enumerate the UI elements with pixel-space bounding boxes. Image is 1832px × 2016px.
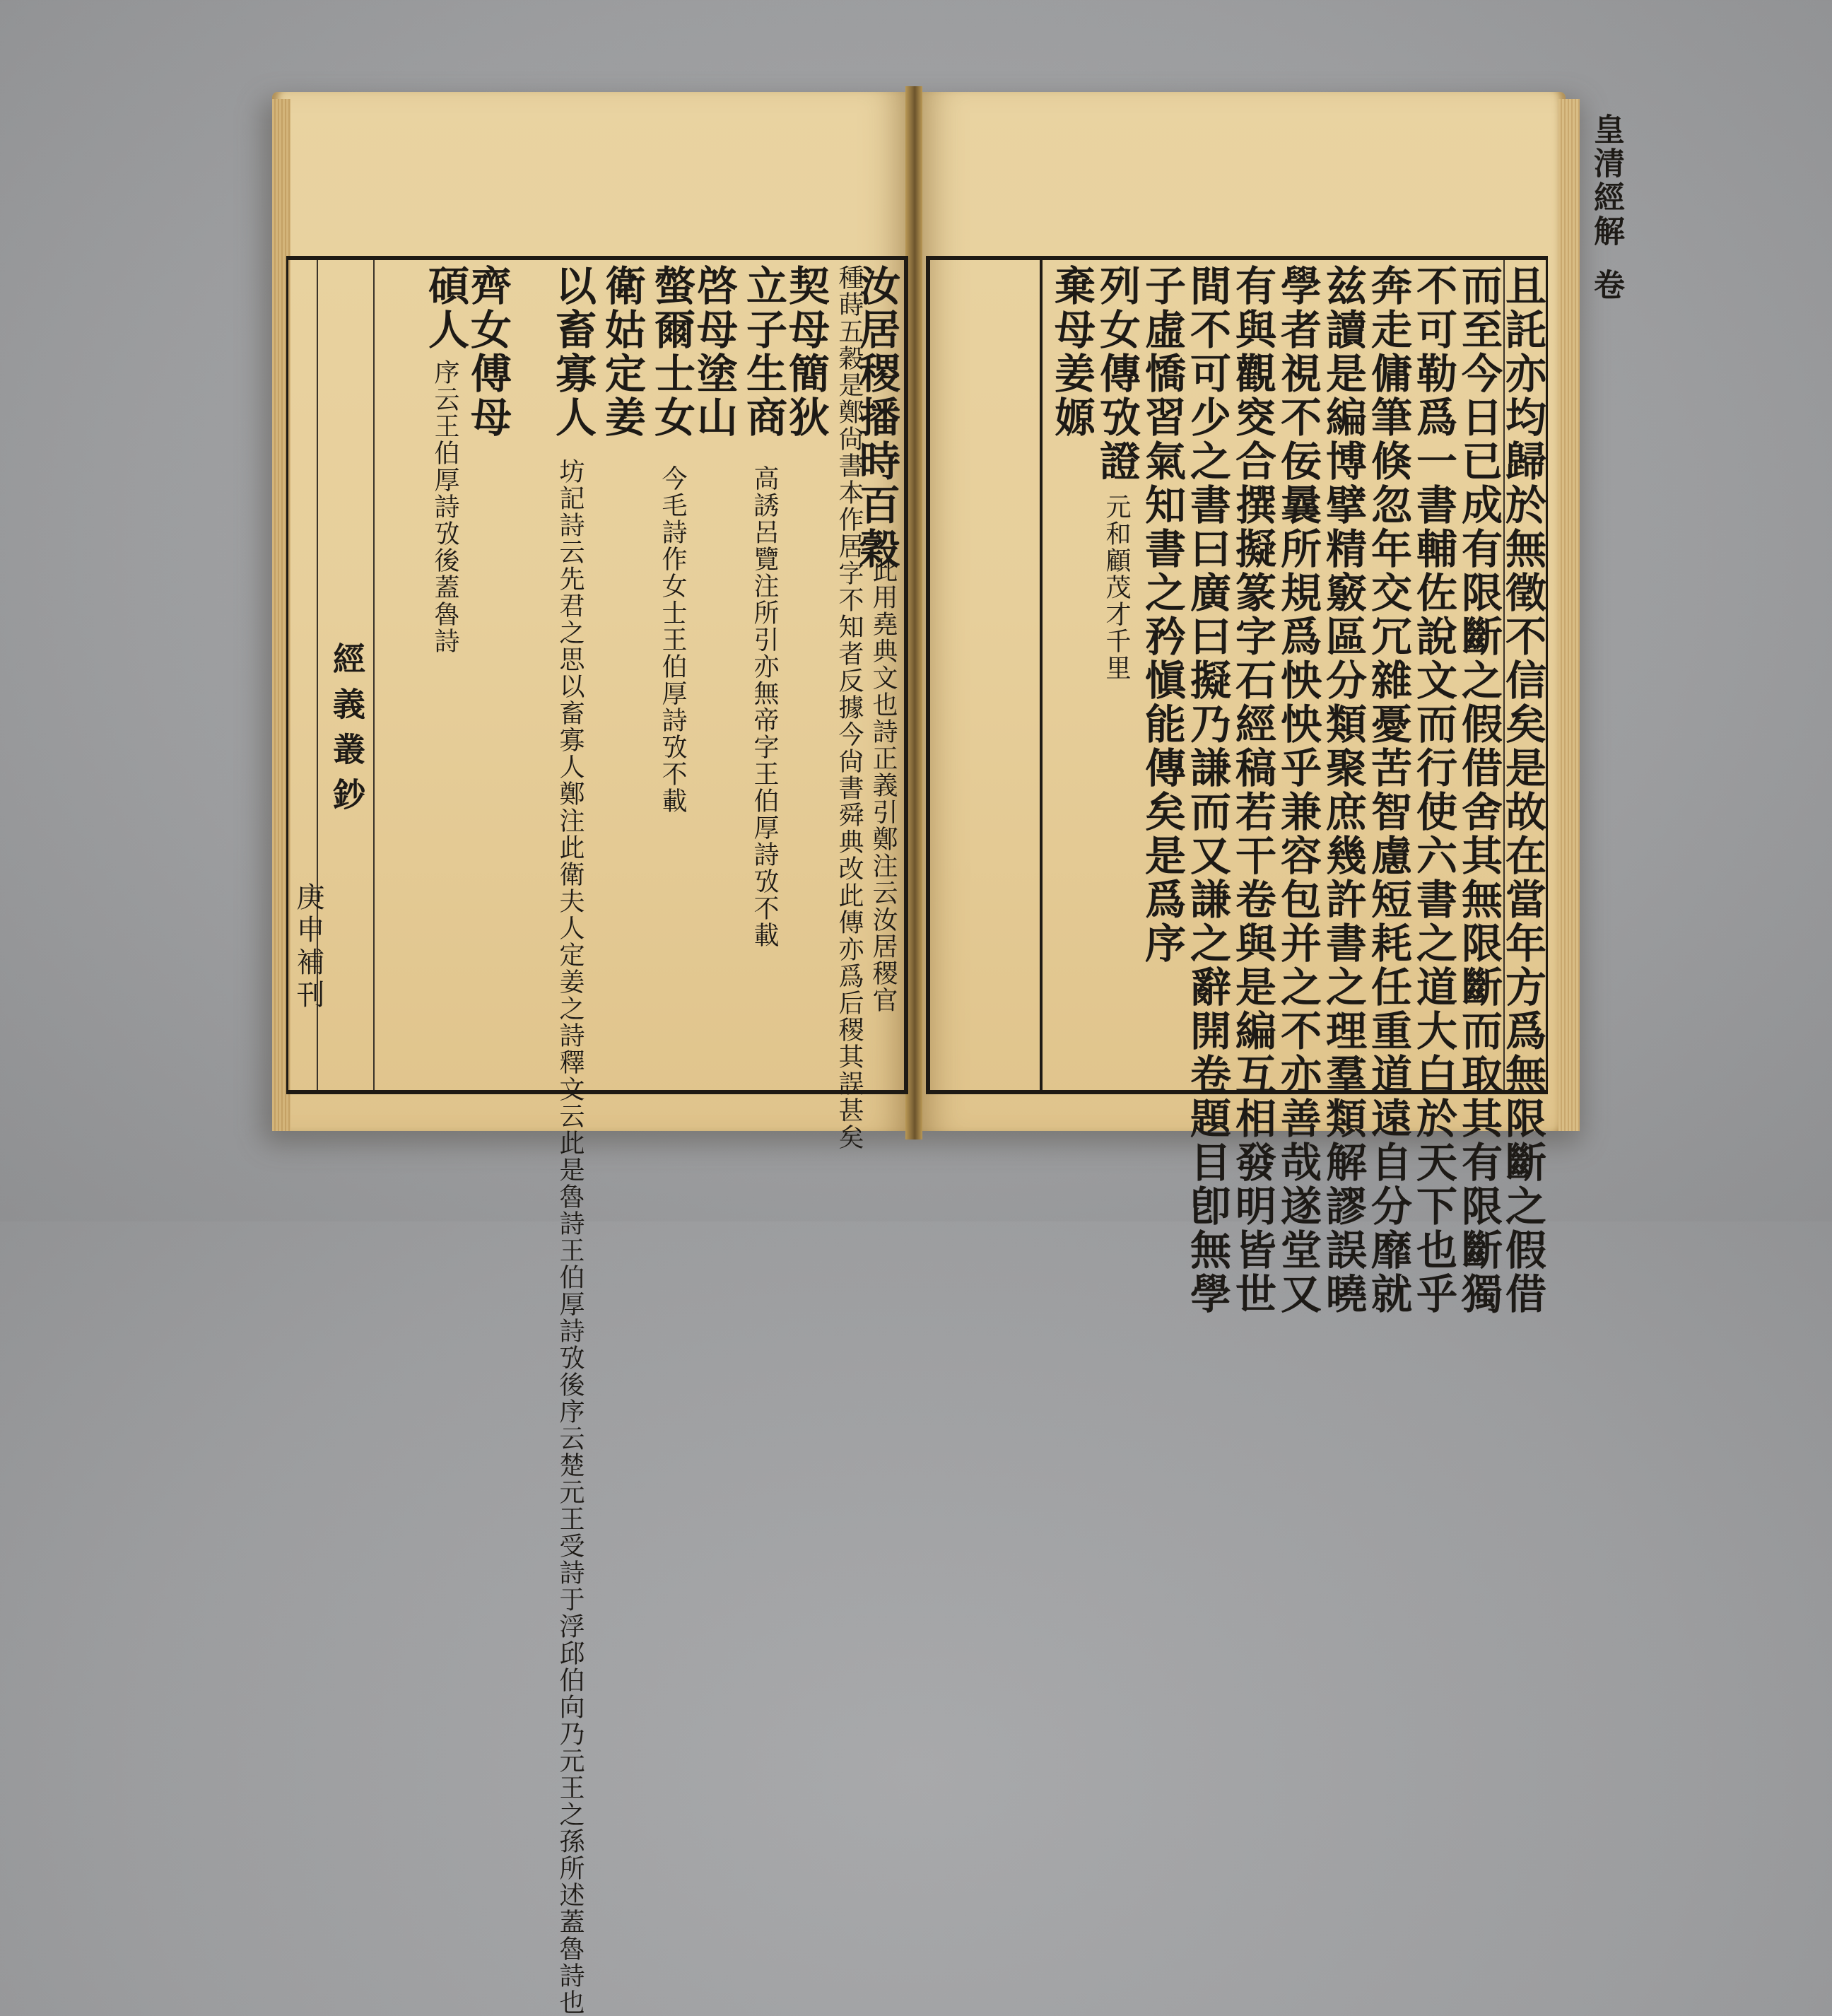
right-col-10-note: 元和顧茂才千里 — [1102, 493, 1131, 681]
left-col-10: 碩人 — [421, 264, 469, 352]
column-rule — [373, 260, 375, 1090]
left-col-3: 契母簡狄 — [782, 264, 830, 440]
left-col-4-note: 高誘呂覽注所引亦無帝字王伯厚詩攷不載 — [750, 465, 779, 949]
left-col-7: 衛姑定姜 — [598, 264, 646, 440]
left-text-frame — [286, 256, 908, 2016]
left-col-1-note: 此用堯典文也詩正義引鄭注云汝居稷官 — [869, 557, 898, 1014]
left-col-6: 螫爾士女 — [647, 264, 695, 440]
left-col-6-note: 今毛詩作女士王伯厚詩攷不載 — [658, 465, 687, 814]
right-page-edges — [1558, 99, 1580, 1131]
bleed-through-text — [958, 303, 1004, 486]
left-col-8: 以畜寡人 — [548, 264, 597, 440]
right-header: 皇清經解 — [1588, 113, 1624, 249]
right-col-2: 而至今日已成有限斷之假借舍其無限斷而取其有限斷獨 — [1455, 264, 1503, 1316]
left-col-10-note: 序云王伯厚詩攷後蓋魯詩 — [430, 359, 459, 655]
left-col-8-note: 坊記詩云先君之思以畜寡人鄭注此衛夫人定姜之詩釋文云此是魯詩王伯厚詩攷後序云楚元王受詩于浮邱伯向乃元王之孫所述蓋魯詩也 — [556, 458, 585, 2016]
right-col-5: 兹讀是編博擘精竅區分類聚庶幾許書之理羣類解謬誤曉 — [1319, 264, 1367, 1316]
right-col-3: 不可勒爲一書輔佐說文而行使六書之道大白於天下也乎 — [1409, 264, 1457, 1316]
right-col-7: 有與觀窔合撰擬篆字石經稿若干卷與是編互相發明皆世 — [1228, 264, 1276, 1316]
right-col-10: 列女傳攷證 — [1093, 264, 1141, 484]
right-col-4: 奔走傭筆倏忽年交冗雜憂苦智慮短耗任重道遠自分靡就 — [1364, 264, 1412, 1316]
right-text-frame — [926, 256, 1548, 1316]
left-col-2-note: 種蒔五穀是鄭尙書本作居字不知者反據今尙書舜典改此傳亦爲后稷其誤甚矣 — [835, 264, 864, 1151]
right-col-6: 學者視不佞曩所規爲怏怏乎兼容包并之不亦善哉遂堂又 — [1274, 264, 1322, 1316]
right-col-9: 子虛憍習氣知書之矜愼能傳矣是爲序 — [1138, 264, 1186, 966]
left-col-9: 齊女傅母 — [464, 264, 512, 440]
left-col-1: 汝居稷播時百穀 — [852, 264, 900, 571]
right-col-11: 棄母姜嫄 — [1047, 264, 1096, 440]
column-rule-heavy — [1040, 260, 1043, 1090]
folio-bottom-left: 庚申補刊 — [292, 882, 324, 1012]
right-col-8: 間不可少之書曰廣曰擬乃謙而又謙之辭開卷題目卽無學 — [1183, 264, 1231, 1316]
center-label-left: 經義叢鈔 — [328, 642, 366, 823]
right-header-volume: 卷 — [1588, 269, 1624, 312]
right-col-1: 且託亦均歸於無徵不信矣是故在當年方爲無限斷之假借 — [1498, 264, 1546, 1316]
left-col-5: 啓母塗山 — [690, 264, 738, 440]
left-col-4: 立子生商 — [739, 264, 787, 440]
